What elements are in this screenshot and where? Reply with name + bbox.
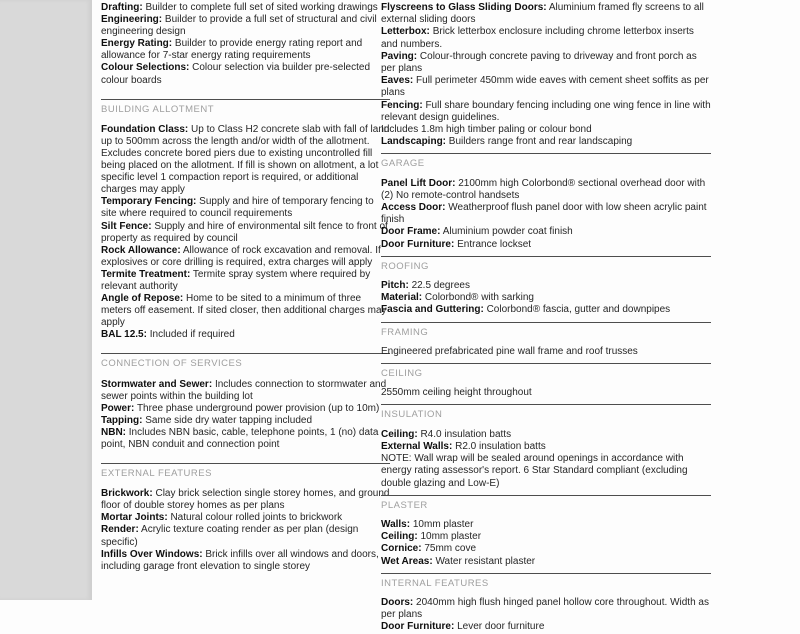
spec-item: [101, 329, 390, 341]
spec-item: [381, 387, 711, 399]
section-heading: INTERNAL FEATURES: [381, 577, 489, 589]
spec-item: [381, 543, 711, 555]
section-heading: CEILING: [381, 368, 423, 380]
spec-item: [101, 488, 390, 512]
spec-item: [381, 202, 711, 226]
spec-label: Temporary Fencing:: [101, 196, 197, 208]
spec-text: Colour-through concrete paving to driveway and front porch as per plans: [381, 50, 697, 75]
spec-text: 10mm plaster: [412, 518, 474, 530]
spec-item: [101, 403, 390, 415]
spec-label: Foundation Class:: [101, 123, 189, 135]
section-garage: [381, 153, 711, 250]
spec-text: Allowance of rock excavation and removal. If explosives or core drilling is required, extra charges will apply: [101, 244, 381, 268]
spec-label: Fascia and Guttering:: [381, 304, 484, 316]
spec-text: Acrylic texture coating render as per plan (design specific): [101, 524, 359, 548]
spec-item: [381, 26, 711, 50]
spec-label: Mortar Joints:: [101, 512, 168, 524]
spec-text: Includes NBN basic, cable, telephone points, 1 (no) data point, NBN conduit and connection point: [101, 426, 379, 450]
spec-item: [381, 124, 711, 136]
section-divider: [101, 463, 390, 464]
spec-label: Tapping:: [101, 414, 143, 426]
spec-label: Render:: [101, 524, 139, 536]
spec-text: Includes connection to stormwater and sewer points within the building lot: [101, 378, 387, 402]
section-insulation: [381, 404, 711, 489]
spec-text: Includes 1.8m high timber paling or colour bond: [381, 124, 592, 136]
left-margin-bar: [0, 0, 92, 600]
spec-item: [101, 549, 390, 573]
spec-label: NBN:: [101, 426, 126, 438]
spec-item: [101, 14, 390, 38]
spec-label: Paving:: [381, 50, 418, 62]
section-heading: ROOFING: [381, 260, 429, 272]
spec-item: [101, 415, 390, 427]
spec-item: [101, 221, 390, 245]
spec-label: Eaves:: [381, 75, 414, 87]
spec-text: Lever door furniture: [457, 621, 545, 633]
spec-item: [101, 196, 390, 220]
section-ceiling: [381, 363, 711, 399]
spec-item: [101, 245, 390, 269]
spec-label: Door Furniture:: [381, 621, 455, 633]
spec-text: Termite spray system where required by relevant authority: [101, 268, 371, 292]
spec-label: Stormwater and Sewer:: [101, 378, 213, 390]
spec-item: [101, 293, 390, 329]
section-heading: PLASTER: [381, 499, 428, 511]
spec-label: Flyscreens to Glass Sliding Doors:: [381, 2, 547, 13]
section-plaster: [381, 495, 711, 568]
spec-text: Builder to complete full set of sited working drawings: [145, 2, 378, 13]
spec-label: Infills Over Windows:: [101, 548, 203, 560]
spec-item: [101, 427, 390, 451]
spec-text: Colour selection via builder pre-selected colour boards: [101, 62, 371, 86]
spec-text: Builder to provide energy rating report and allowance for 7-star energy rating requirements: [101, 38, 363, 62]
section-untitled-0: [381, 2, 711, 148]
spec-text: Full share boundary fencing including one wing fence in line with relevant design guidelines.: [381, 99, 711, 123]
section-internal-features: [381, 573, 711, 634]
spec-text: 22.5 degrees: [411, 280, 470, 292]
spec-text: Supply and hire of environmental silt fence to front of property as required by council: [101, 220, 388, 244]
spec-item: [381, 136, 711, 148]
section-divider: [381, 153, 711, 154]
spec-item: [381, 556, 711, 568]
spec-item: [381, 239, 711, 251]
section-external-features: [101, 463, 390, 573]
spec-label: Pitch:: [381, 280, 409, 292]
spec-label: Silt Fence:: [101, 220, 152, 232]
spec-item: [381, 441, 711, 453]
spec-text: Home to be sited to a minimum of three meters off easement. If sited closer, then additional charges may apply: [101, 293, 387, 329]
column-left: [101, 0, 390, 573]
spec-text: Brick letterbox enclosure including chrome letterbox inserts and numbers.: [381, 26, 694, 50]
spec-label: Letterbox:: [381, 26, 430, 38]
spec-text: Brick infills over all windows and doors, including garage front elevation to single storey: [101, 548, 379, 572]
section-connection-of-services: [101, 353, 390, 451]
spec-item: [101, 524, 390, 548]
spec-label: Engineering:: [101, 14, 163, 26]
spec-label: Doors:: [381, 596, 414, 608]
spec-text: Weatherproof flush panel door with low sheen acrylic paint finish: [381, 202, 707, 226]
spec-text: Full perimeter 450mm wide eaves with cement sheet soffits as per plans: [381, 75, 709, 99]
spec-text: Supply and hire of temporary fencing to site where required to council requirements: [101, 196, 374, 220]
spec-label: Ceiling:: [381, 531, 418, 543]
section-divider: [381, 363, 711, 364]
spec-item: [381, 292, 711, 304]
spec-text: 10mm plaster: [420, 531, 482, 543]
spec-item: [101, 512, 390, 524]
section-heading: EXTERNAL FEATURES: [101, 468, 212, 480]
spec-text: 2550mm ceiling height throughout: [381, 387, 532, 399]
spec-label: Access Door:: [381, 202, 446, 214]
spec-item: [381, 304, 711, 316]
spec-item: [381, 621, 711, 633]
spec-label: Energy Rating:: [101, 38, 173, 50]
section-divider: [381, 573, 711, 574]
spec-item: [381, 178, 711, 202]
spec-text: R2.0 insulation batts: [455, 440, 546, 452]
section-heading: GARAGE: [381, 158, 425, 170]
spec-text: Aluminium framed fly screens to all external sliding doors: [381, 2, 704, 26]
spec-text: Three phase underground power provision (up to 10m): [136, 402, 380, 414]
spec-text: R4.0 insulation batts: [420, 428, 512, 440]
spec-label: Door Furniture:: [381, 238, 455, 250]
section-roofing: [381, 256, 711, 317]
spec-item: [381, 531, 711, 543]
spec-item: [381, 597, 711, 621]
spec-item: [381, 75, 711, 99]
spec-label: Door Frame:: [381, 226, 441, 238]
spec-text: Included if required: [149, 329, 235, 341]
spec-label: Brickwork:: [101, 488, 153, 500]
spec-text: Same side dry water tapping included: [145, 414, 313, 426]
spec-item: [101, 124, 390, 197]
spec-text: Colorbond® fascia, gutter and downpipes: [486, 304, 671, 316]
spec-label: Termite Treatment:: [101, 268, 191, 280]
spec-item: [381, 429, 711, 441]
spec-label: BAL 12.5:: [101, 329, 147, 341]
spec-label: Ceiling:: [381, 428, 418, 440]
spec-text: Builders range front and rear landscaping: [448, 136, 633, 148]
spec-label: Fencing:: [381, 99, 423, 111]
section-heading: CONNECTION OF SERVICES: [101, 358, 243, 370]
spec-label: Landscaping:: [381, 136, 447, 148]
spec-text: Builder to provide a full set of structural and civil engineering design: [101, 14, 377, 38]
section-divider: [101, 99, 390, 100]
spec-item: [101, 38, 390, 62]
spec-item: [101, 269, 390, 293]
spec-text: Aluminium powder coat finish: [442, 226, 573, 238]
spec-text: Engineered prefabricated pine wall frame and roof trusses: [381, 345, 638, 357]
spec-text: 2100mm high Colorbond® sectional overhead door with (2) No remote-control handsets: [381, 177, 706, 201]
spec-label: Power:: [101, 402, 135, 414]
section-heading: BUILDING ALLOTMENT: [101, 103, 214, 115]
spec-text: Entrance lockset: [457, 238, 532, 250]
spec-label: Drafting:: [101, 2, 143, 13]
section-divider: [101, 353, 390, 354]
spec-item: [381, 51, 711, 75]
spec-text: Water resistant plaster: [435, 555, 536, 567]
spec-item: [101, 2, 390, 14]
spec-label: Panel Lift Door:: [381, 177, 456, 189]
spec-label: Angle of Repose:: [101, 293, 184, 305]
spec-text: 2040mm high flush hinged panel hollow core throughout. Width as per plans: [381, 596, 709, 621]
spec-item: [381, 453, 711, 490]
section-untitled-0: [101, 2, 390, 87]
spec-item: [381, 346, 711, 358]
spec-item: [381, 280, 711, 292]
spec-label: Rock Allowance:: [101, 244, 181, 256]
section-divider: [381, 404, 711, 405]
spec-label: Walls:: [381, 518, 411, 530]
spec-item: [101, 62, 390, 86]
spec-item: [101, 379, 390, 403]
spec-text: 75mm cove: [424, 543, 477, 555]
spec-label: Cornice:: [381, 543, 422, 555]
spec-text: Clay brick selection single storey homes, and ground floor of double storey homes as per plans: [101, 488, 390, 512]
section-framing: [381, 322, 711, 358]
spec-text: Colorbond® with sarking: [424, 292, 534, 304]
section-building-allotment: [101, 99, 390, 342]
spec-item: [381, 2, 711, 26]
spec-item: [381, 226, 711, 238]
spec-text: NOTE: Wall wrap will be sealed around openings in accordance with energy rating assessor's report. 6 Star Standard compliant (excluding double glazing and Low-E): [381, 453, 688, 489]
spec-text: Natural colour rolled joints to brickwork: [170, 512, 343, 524]
section-heading: INSULATION: [381, 409, 443, 421]
spec-label: Material:: [381, 292, 423, 304]
section-divider: [381, 495, 711, 496]
section-divider: [381, 256, 711, 257]
column-right: [381, 0, 711, 634]
spec-text: Up to Class H2 concrete slab with fall of land up to 500mm across the length and/or width of the allotment. Excludes concrete bored piers due to existing uncontrolled fill being placed on the allotment. If fill is shown on allotment, a lot specific level 1 compaction report is required, or additional charges may apply: [101, 123, 390, 196]
spec-label: Colour Selections:: [101, 62, 190, 74]
spec-label: External Walls:: [381, 440, 453, 452]
spec-item: [381, 100, 711, 124]
section-heading: FRAMING: [381, 326, 429, 338]
spec-item: [381, 519, 711, 531]
spec-label: Wet Areas:: [381, 555, 433, 567]
section-divider: [381, 322, 711, 323]
